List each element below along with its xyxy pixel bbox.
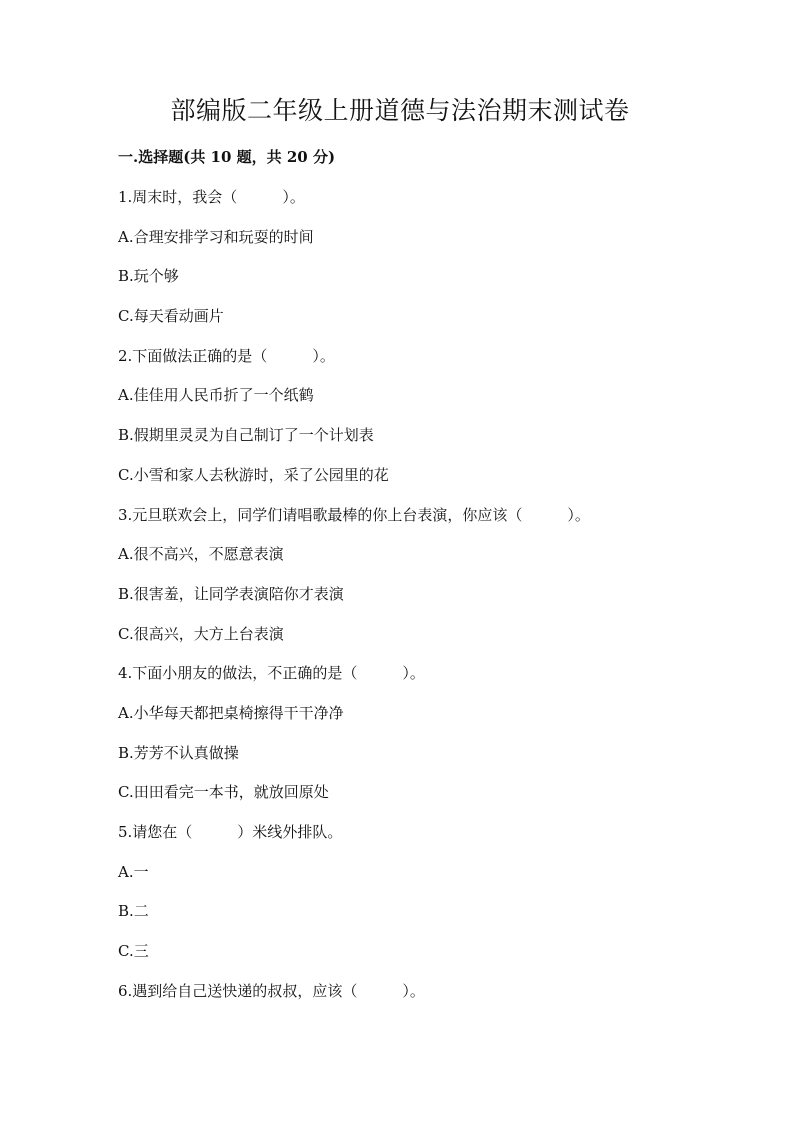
option-c: C.田田看完一本书，就放回原处 — [118, 783, 329, 802]
option-b: B.玩个够 — [118, 267, 179, 286]
section-heading: 一.选择题(共 10 题，共 20 分) — [118, 148, 336, 166]
option-c: C.小雪和家人去秋游时，采了公园里的花 — [118, 465, 389, 484]
option-c: C.很高兴，大方上台表演 — [118, 624, 284, 643]
option-b: B.很害羞，让同学表演陪你才表演 — [118, 584, 344, 603]
question-stem: 2.下面做法正确的是（ ）。 — [118, 346, 335, 365]
option-a: A.一 — [118, 862, 149, 881]
option-a: A.佳佳用人民币折了一个纸鹤 — [118, 386, 314, 405]
option-b: B.二 — [118, 902, 149, 921]
option-a: A.很不高兴，不愿意表演 — [118, 545, 284, 564]
option-a: A.小华每天都把桌椅擦得干干净净 — [118, 703, 344, 722]
question-stem: 5.请您在（ ）米线外排队。 — [118, 823, 343, 841]
question-stem: 1.周末时，我会（ ）。 — [118, 188, 305, 206]
option-c: C.三 — [118, 942, 149, 961]
option-a: A.合理安排学习和玩耍的时间 — [118, 227, 314, 246]
question-stem: 3.元旦联欢会上，同学们请唱歌最棒的你上台表演，你应该（ ）。 — [118, 505, 590, 524]
option-c: C.每天看动画片 — [118, 307, 224, 326]
question-stem: 4.下面小朋友的做法，不正确的是（ ）。 — [118, 664, 425, 683]
question-list — [118, 186, 738, 1019]
question-stem: 6.遇到给自己送快递的叔叔，应该（ ）。 — [118, 981, 425, 1000]
option-b: B.假期里灵灵为自己制订了一个计划表 — [118, 426, 374, 445]
option-b: B.芳芳不认真做操 — [118, 743, 239, 762]
document-title: 部编版二年级上册道德与法治期末测试卷 — [170, 96, 630, 125]
